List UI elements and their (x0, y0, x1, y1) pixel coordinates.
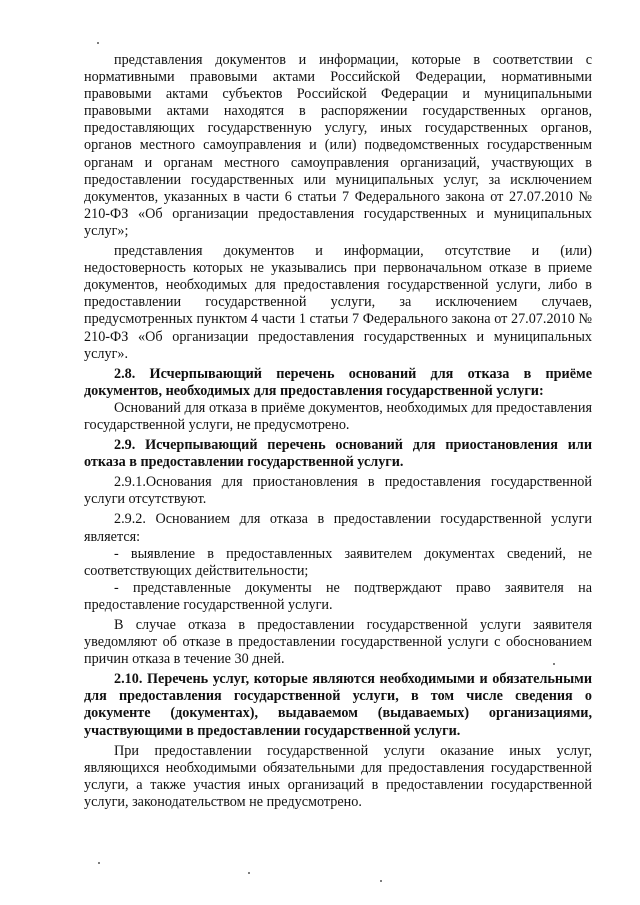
heading-2-9: 2.9. Исчерпывающий перечень оснований для приостановления или отказа в предоставлении государственной услуги. (84, 437, 592, 471)
scan-speck (248, 872, 250, 874)
paragraph-refusal-notice: В случае отказа в предоставлении государственной услуги заявителя уведомляют об отказе в предоставлении государственной услуги с обоснованием причин отказа в течение 30 дней. (84, 617, 592, 668)
heading-2-10: 2.10. Перечень услуг, которые являются необходимыми и обязательными для предоставления государственной услуги, в том числе сведения о документе (документах), выдаваемом (выдаваемых) организациями, участвующими в предоставлении государственной услуги. (84, 671, 592, 739)
list-item-no-right: - представленные документы не подтверждают право заявителя на предоставление государственной услуги. (84, 579, 592, 613)
paragraph-other-services: При предоставлении государственной услуги оказание иных услуг, являющихся необходимыми обязательными для предоставления государственной услуги, а также участия иных организаций в предоставлении государственной услуги, законодательством не предусмотрено. (84, 742, 592, 810)
paragraph-2-9-1: 2.9.1.Основания для приостановления в предоставления государственной услуги отсутствуют. (84, 474, 592, 508)
paragraph-documents-not-indicated: представления документов и информации, отсутствие и (или) недостоверность которых не указывались при первоначальном отказе в приеме документов, необходимых для предоставления государственной услуги, либо в предоставлении государственной услуги, за исключением случаев, предусмотренных пунктом 4 части 1 статьи 7 Федерального закона от 27.07.2010 № 210-ФЗ «Об организации предоставления государственных и муниципальных услуг». (84, 243, 592, 362)
document-page (84, 52, 592, 811)
paragraph-documents-in-possession: представления документов и информации, которые в соответствии с нормативными правовыми актами Российской Федерации, нормативными правовыми актами субъектов Российской Федерации и муниципальными правовыми актами находятся в распоряжении государственных органов, предоставляющих государственную услугу, иных государственных органов, органов местного самоуправления и (или) подведомственных государственным органам и органам местного самоуправления организаций, участвующих в предоставлении государственных или муниципальных услуг, за исключением документов, указанных в части 6 статьи 7 Федерального закона от 27.07.2010 № 210-ФЗ «Об организации предоставления государственных и муниципальных услуг»; (84, 52, 592, 239)
list-item-false-info: - выявление в предоставленных заявителем документах сведений, не соответствующих действительности; (84, 545, 592, 579)
scan-speck (553, 663, 555, 665)
scan-speck (380, 880, 382, 882)
paragraph-2-9-2: 2.9.2. Основанием для отказа в предоставлении государственной услуги является: (84, 511, 592, 545)
paragraph-no-grounds-refusal: Оснований для отказа в приёме документов, необходимых для предоставления государственной услуги, не предусмотрено. (84, 399, 592, 433)
heading-2-8: 2.8. Исчерпывающий перечень оснований для отказа в приёме документов, необходимых для предоставления государственной услуги: (84, 365, 592, 399)
scan-speck (98, 862, 100, 864)
scan-speck (97, 42, 99, 44)
